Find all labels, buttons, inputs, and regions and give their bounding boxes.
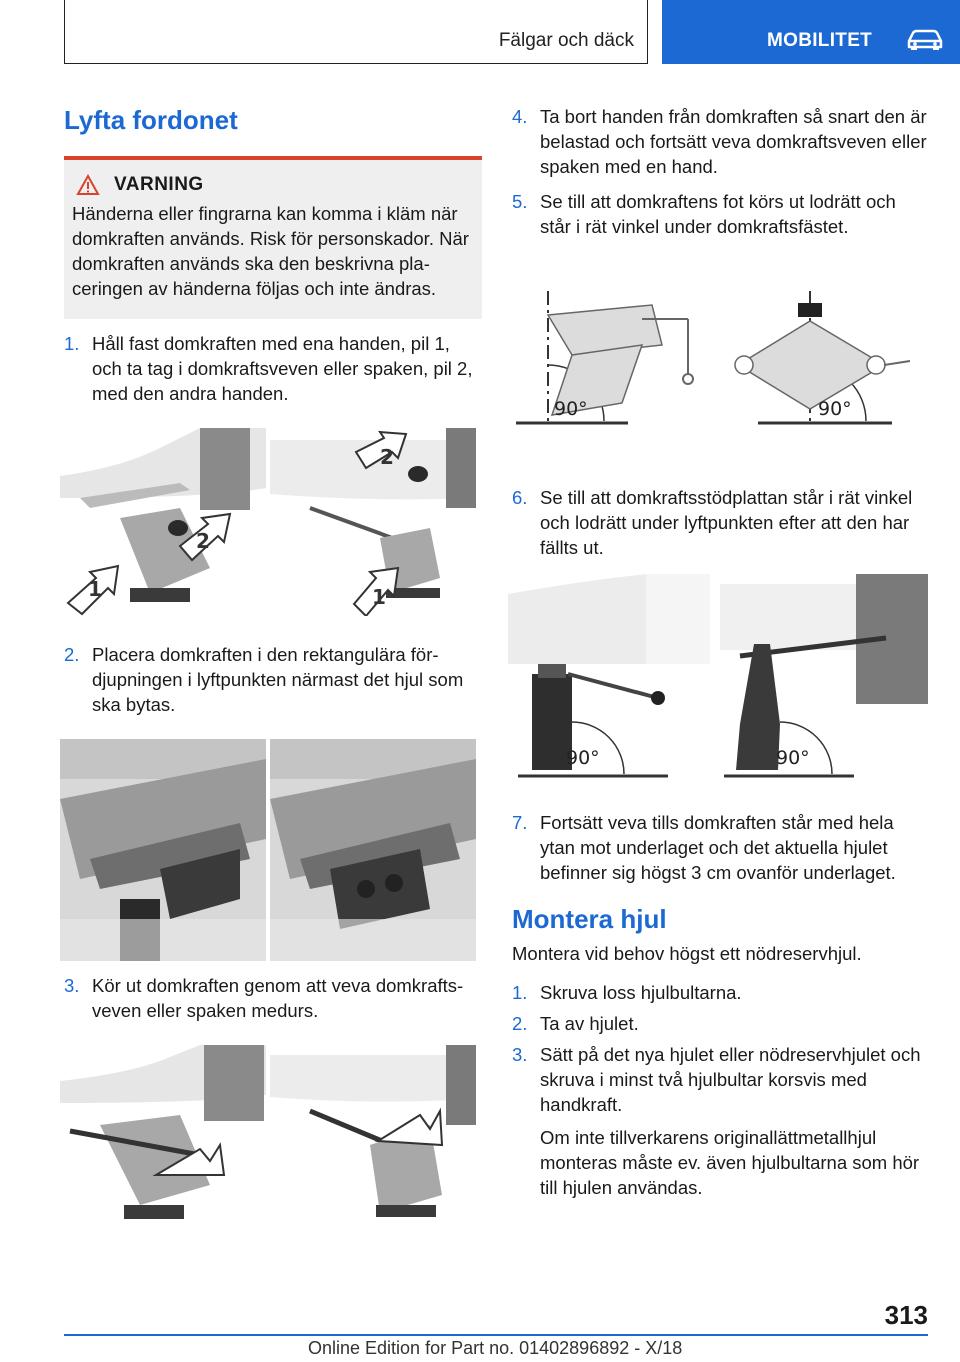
step-number: 1. <box>512 982 528 1003</box>
figure-jack-support-plate <box>512 574 928 780</box>
step-text: Se till att domkraftens fot körs ut lodrätt och står i rät vinkel under domkraftsfästet. <box>540 191 896 237</box>
step-number: 3. <box>64 975 80 996</box>
step-note: Om inte tillverkarens originallättmetallhjul monteras måste ev. även hjulbultarna som hör till hjulen användas. <box>540 1127 920 1198</box>
angle-label: 90° <box>566 747 600 769</box>
warning-text: Händerna eller fingrarna kan komma i kläm när domkraften används. Risk för personskador. När domkraften används ska den beskrivna placeringen av händerna följas och inte ändras. <box>72 203 469 299</box>
illustration-crank-extend <box>270 1045 476 1233</box>
illustration-crank-clockwise <box>60 1045 266 1233</box>
step-number: 4. <box>512 106 528 127</box>
step-number: 7. <box>512 812 528 833</box>
illustration-jack-angle <box>512 285 928 455</box>
angle-label: 90° <box>776 747 810 769</box>
list-item <box>64 331 482 406</box>
step-text: Se till att domkraftsstödplattan står i rät vinkel och lodrätt under lyftpunkten efter att den har fällts ut. <box>540 487 913 558</box>
arrow-1-label: 1 <box>88 577 102 601</box>
step-number: 3. <box>512 1044 528 1065</box>
figure-jack-placement <box>64 739 482 961</box>
arrow-1-label: 1 <box>372 585 386 609</box>
step-number: 6. <box>512 487 528 508</box>
step-number: 2. <box>64 644 80 665</box>
warning-box <box>64 160 482 319</box>
list-item <box>512 104 928 179</box>
step-text: Placera domkraften i den rektangulära fördjupningen i lyftpunkten närmast det hjul som ska bytas. <box>92 644 464 715</box>
page-number: 313 <box>884 1300 928 1330</box>
step-body <box>540 1042 928 1200</box>
warning-triangle-icon <box>76 174 100 196</box>
step-number: 2. <box>512 1013 528 1034</box>
step-text: Kör ut domkraften genom att veva domkraftsveven eller spaken medurs. <box>92 975 464 1021</box>
step-text: Skruva loss hjulbultarna. <box>540 982 742 1003</box>
list-item <box>512 485 928 560</box>
mount-wheel-intro: Montera vid behov högst ett nödreservhjul. <box>512 943 862 964</box>
figure-hold-jack <box>64 428 482 616</box>
illustration-jack-hand <box>60 428 266 616</box>
angle-label: 90° <box>818 398 852 420</box>
footer-rule <box>64 1334 928 1336</box>
figure-jack-90-degrees <box>512 285 928 455</box>
left-column <box>64 96 482 1233</box>
list-item <box>64 973 482 1023</box>
right-column <box>512 96 928 1200</box>
list-item <box>512 1042 928 1200</box>
illustration-jack-side-view <box>720 574 928 780</box>
arrow-2-label: 2 <box>380 445 394 469</box>
list-item <box>64 642 482 717</box>
step-text: Håll fast domkraften med ena handen, pil 1, och ta tag i domkraftsveven eller spaken, pil 2, med den andra handen. <box>92 333 473 404</box>
step-text: Fortsätt veva tills domkraften står med hela ytan mot underlaget och det aktuella hjulet befinner sig högst 3 cm ovanför underlaget. <box>540 812 896 883</box>
illustration-jack-underbody <box>60 739 266 961</box>
section-title-lift-vehicle: Lyfta fordonet <box>64 105 238 135</box>
footer-edition: Online Edition for Part no. 01402896892 - X/18 <box>308 1338 683 1358</box>
step-number: 5. <box>512 191 528 212</box>
header-section-title: Fälgar och däck <box>498 30 634 51</box>
car-icon <box>905 27 945 51</box>
header-chapter-tab[interactable] <box>662 0 960 64</box>
figure-crank-jack <box>64 1045 482 1233</box>
header-chapter-label: MOBILITET <box>767 30 873 51</box>
list-item <box>512 1011 928 1036</box>
list-item <box>512 189 928 239</box>
warning-label: VARNING <box>114 174 204 195</box>
list-item <box>512 980 928 1005</box>
illustration-jack-seated <box>270 739 476 961</box>
angle-label: 90° <box>554 398 588 420</box>
illustration-jack-front-view <box>508 574 710 780</box>
step-text: Sätt på det nya hjulet eller nödreservhjulet och skruva i minst två hjulbultar korsvis med handkraft. <box>540 1044 921 1115</box>
illustration-jack-crank <box>270 428 476 616</box>
step-number: 1. <box>64 333 80 354</box>
arrow-2-label: 2 <box>196 529 210 553</box>
list-item <box>512 810 928 885</box>
section-title-mount-wheel: Montera hjul <box>512 904 667 934</box>
step-text: Ta bort handen från domkraften så snart den är belastad och fortsätt veva domkraftsveven eller spaken med en hand. <box>540 106 927 177</box>
step-text: Ta av hjulet. <box>540 1013 639 1034</box>
